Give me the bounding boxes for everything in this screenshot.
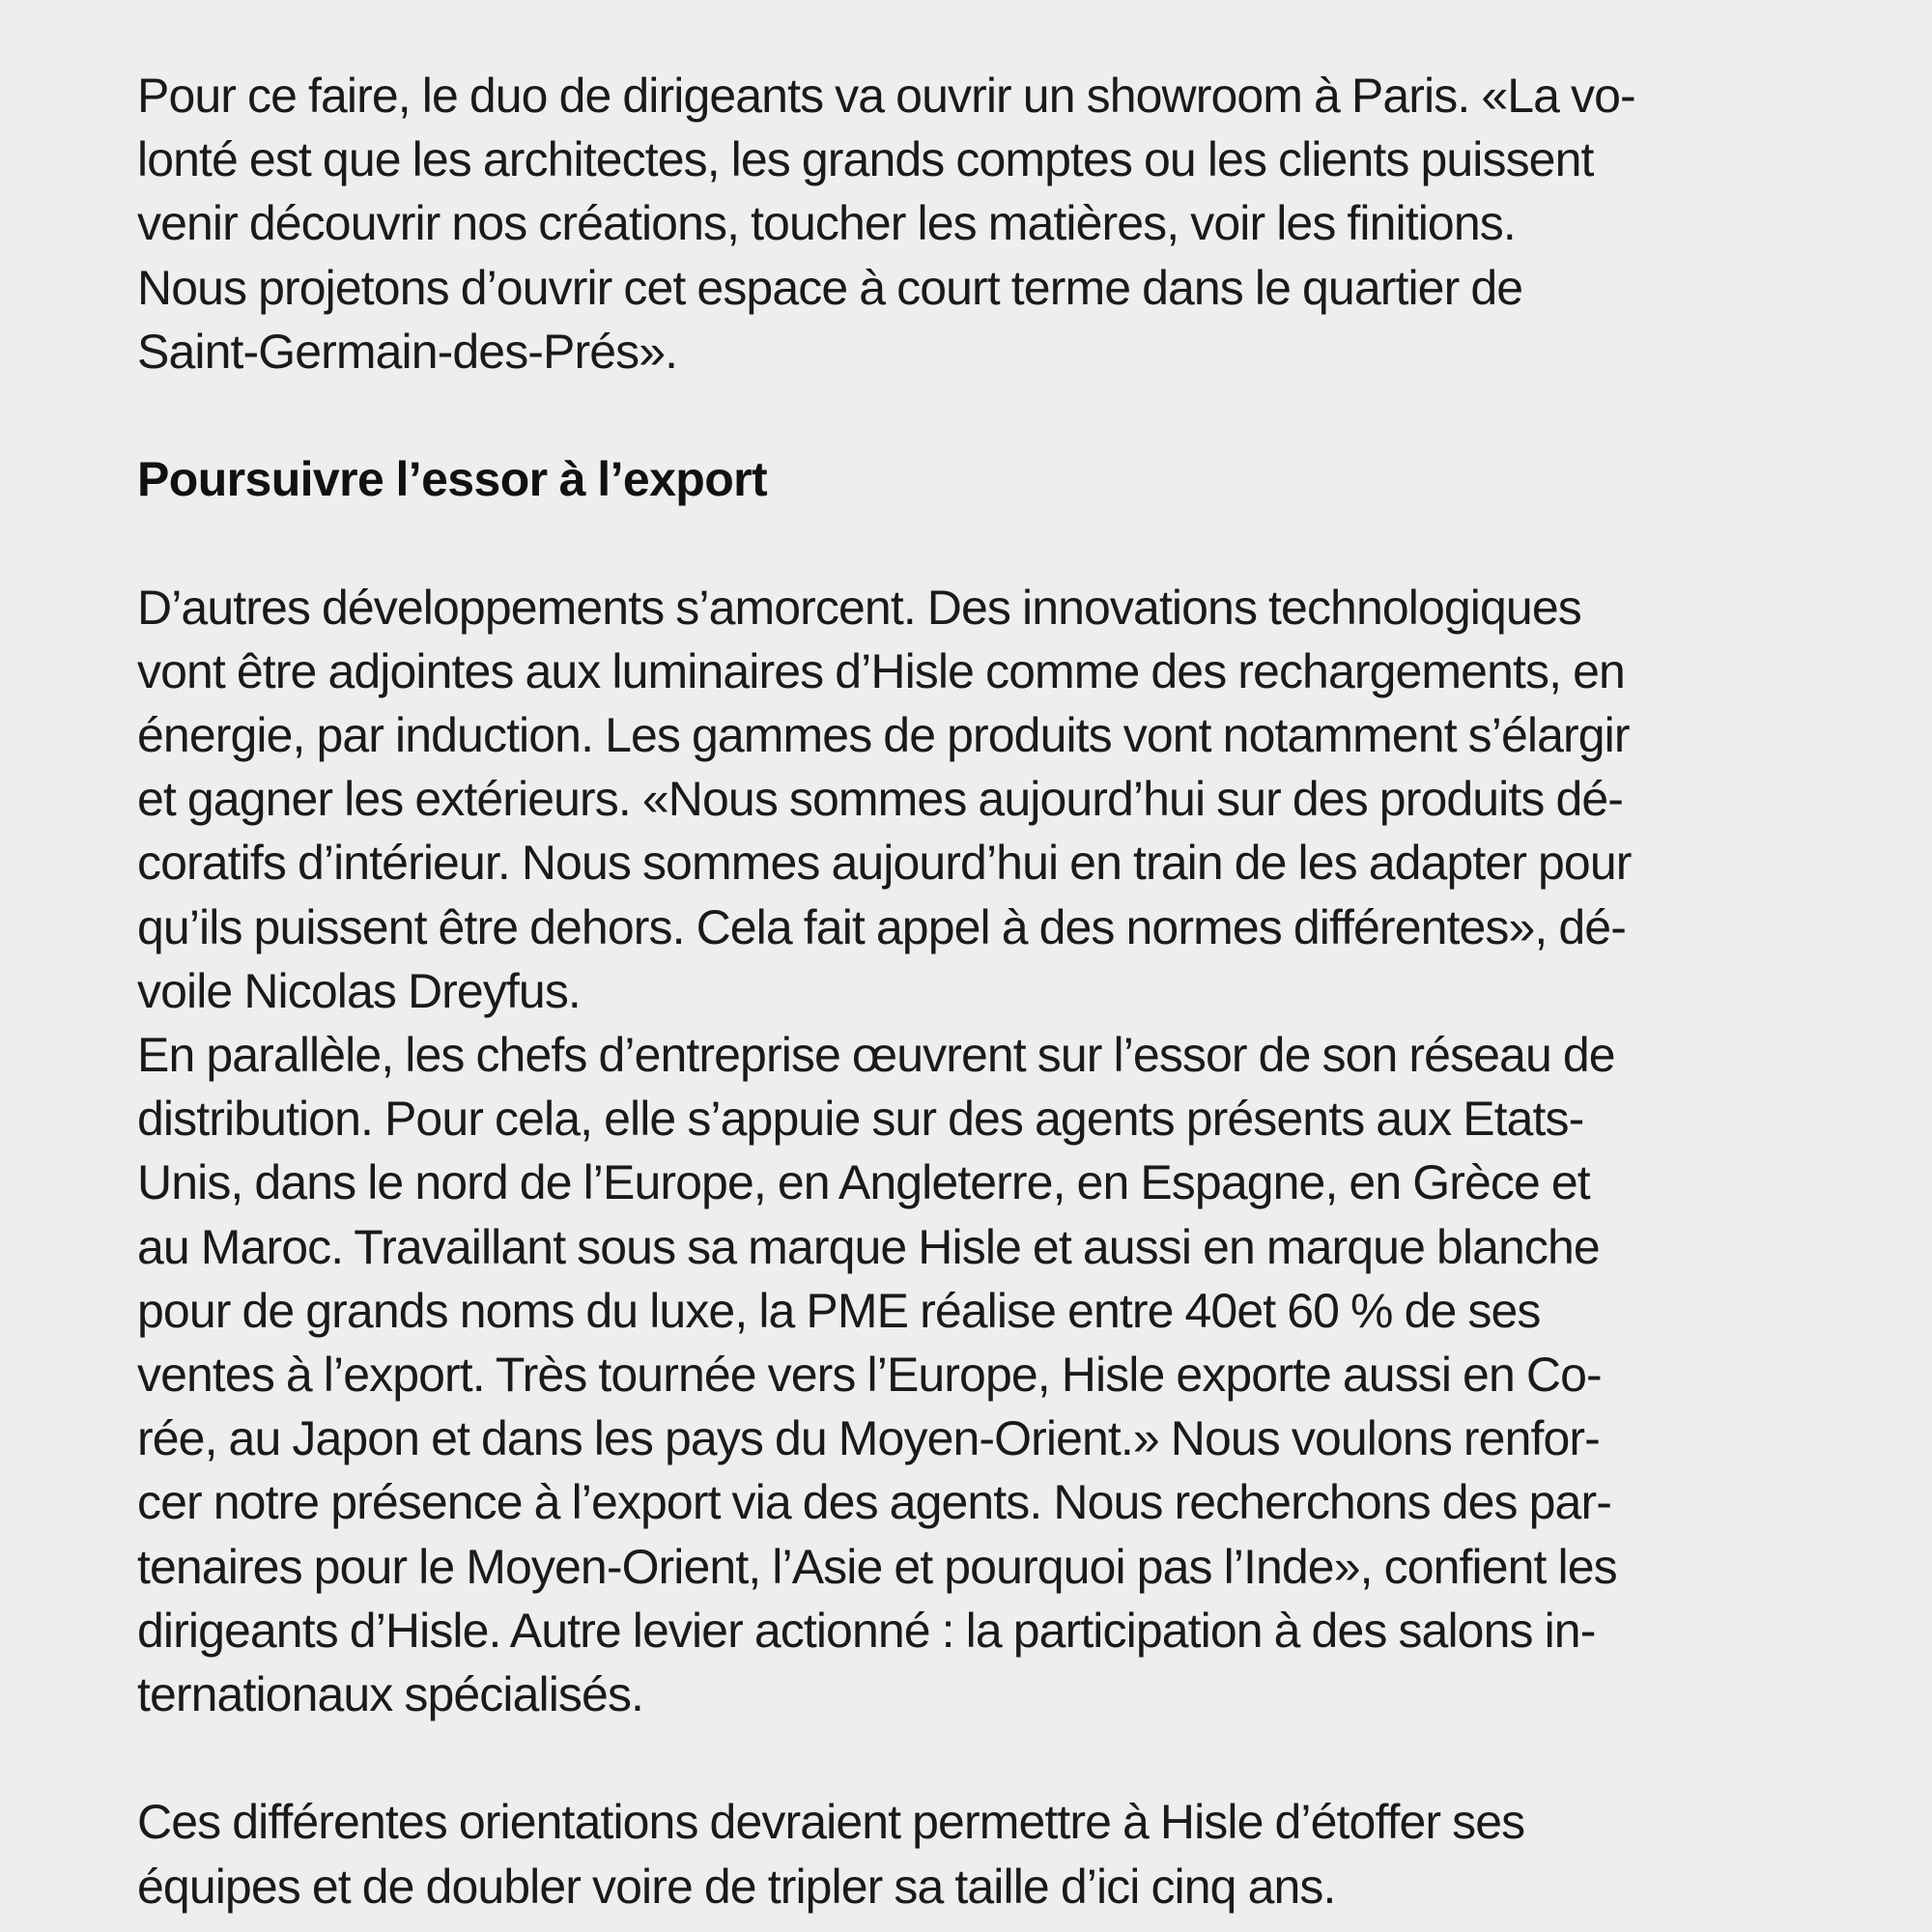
text-line: Saint-Germain-des-Prés».: [137, 324, 678, 379]
text-line: Pour ce faire, le duo de dirigeants va ouvrir un showroom à Paris. «La vo-: [137, 69, 1635, 123]
section-heading: Poursuivre l’essor à l’export: [137, 452, 768, 507]
text-line: dirigeants d’Hisle. Autre levier actionné : la participation à des salons in-: [137, 1603, 1596, 1658]
paragraph-spacer: [137, 1726, 1808, 1790]
text-line: pour de grands noms du luxe, la PME réalise entre 40et 60 % de ses: [137, 1283, 1541, 1338]
intro-paragraph: [137, 64, 1808, 384]
text-line: Unis, dans le nord de l’Europe, en Angleterre, en Espagne, en Grèce et: [137, 1155, 1590, 1210]
text-line: D’autres développements s’amorcent. Des innovations technologiques: [137, 580, 1581, 635]
text-line: cer notre présence à l’export via des agents. Nous recherchons des par-: [137, 1475, 1611, 1530]
text-line: En parallèle, les chefs d’entreprise œuvrent sur l’essor de son réseau de: [137, 1028, 1615, 1083]
text-line: équipes et de doubler voire de tripler sa taille d’ici cinq ans.: [137, 1859, 1336, 1914]
closing-paragraph: [137, 1790, 1808, 1918]
text-line: ternationaux spécialisés.: [137, 1667, 644, 1722]
text-line: au Maroc. Travaillant sous sa marque Hisle et aussi en marque blanche: [137, 1219, 1600, 1274]
text-line: qu’ils puissent être dehors. Cela fait appel à des normes différentes», dé-: [137, 899, 1626, 954]
text-line: tenaires pour le Moyen-Orient, l’Asie et pourquoi pas l’Inde», confient les: [137, 1539, 1617, 1594]
text-line: et gagner les extérieurs. «Nous sommes aujourd’hui sur des produits dé-: [137, 772, 1624, 827]
article-body: [137, 64, 1808, 1918]
text-line: Nous projetons d’ouvrir cet espace à court terme dans le quartier de: [137, 260, 1523, 315]
text-line: venir découvrir nos créations, toucher les matières, voir les finitions.: [137, 196, 1516, 251]
paragraph-spacer: [137, 511, 1808, 575]
text-line: rée, au Japon et dans les pays du Moyen-Orient.» Nous voulons renfor-: [137, 1411, 1600, 1466]
text-line: vont être adjointes aux luminaires d’Hisle comme des rechargements, en: [137, 643, 1625, 698]
text-line: distribution. Pour cela, elle s’appuie sur des agents présents aux Etats-: [137, 1092, 1584, 1147]
text-line: voile Nicolas Dreyfus.: [137, 963, 581, 1018]
text-line: lonté est que les architectes, les grands comptes ou les clients puissent: [137, 132, 1594, 187]
text-line: Ces différentes orientations devraient permettre à Hisle d’étoffer ses: [137, 1795, 1525, 1850]
distribution-paragraph: [137, 1023, 1808, 1726]
text-line: ventes à l’export. Très tournée vers l’Europe, Hisle exporte aussi en Co-: [137, 1348, 1602, 1403]
innovation-paragraph: [137, 576, 1808, 1023]
text-line: coratifs d’intérieur. Nous sommes aujourd’hui en train de les adapter pour: [137, 836, 1632, 891]
text-line: énergie, par induction. Les gammes de produits vont notamment s’élargir: [137, 708, 1630, 762]
paragraph-spacer: [137, 384, 1808, 447]
